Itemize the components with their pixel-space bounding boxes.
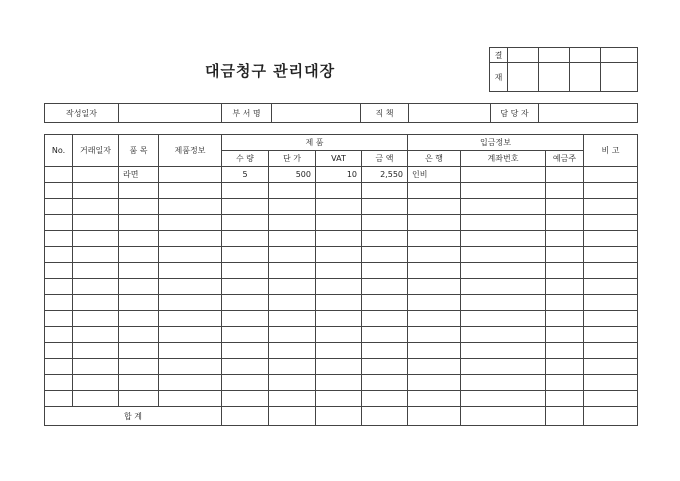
header-note: 비 고 [584, 135, 638, 167]
table-cell[interactable] [269, 183, 316, 199]
table-cell[interactable] [461, 279, 546, 295]
table-cell[interactable] [269, 295, 316, 311]
table-cell[interactable] [73, 311, 119, 327]
table-cell[interactable] [408, 263, 461, 279]
approval-cell[interactable] [570, 48, 601, 63]
table-cell[interactable]: 500 [269, 167, 316, 183]
table-cell[interactable] [222, 311, 269, 327]
total-cell[interactable] [461, 407, 546, 426]
table-cell[interactable] [73, 183, 119, 199]
approval-box [489, 47, 638, 92]
table-cell[interactable] [73, 359, 119, 375]
table-cell[interactable] [269, 263, 316, 279]
table-cell[interactable]: 라면 [119, 167, 159, 183]
table-cell[interactable] [408, 375, 461, 391]
table-cell[interactable] [461, 375, 546, 391]
header-product: 제 품 [222, 135, 408, 151]
table-cell[interactable] [159, 167, 222, 183]
table-cell[interactable] [584, 359, 638, 375]
table-cell[interactable] [362, 375, 408, 391]
table-cell[interactable] [408, 391, 461, 407]
table-cell[interactable] [584, 183, 638, 199]
table-cell[interactable] [546, 391, 584, 407]
table-cell[interactable] [119, 375, 159, 391]
table-cell[interactable] [408, 295, 461, 311]
table-cell[interactable] [584, 279, 638, 295]
table-cell[interactable] [73, 247, 119, 263]
header-no: No. [45, 135, 73, 167]
table-cell[interactable] [461, 311, 546, 327]
header-payment: 입금정보 [408, 135, 584, 151]
total-cell[interactable] [269, 407, 316, 426]
table-row [45, 295, 638, 311]
approval-cell[interactable] [601, 48, 638, 63]
table-cell[interactable] [119, 199, 159, 215]
table-cell[interactable] [461, 295, 546, 311]
table-cell[interactable] [316, 375, 362, 391]
table-cell[interactable] [73, 391, 119, 407]
table-cell[interactable] [461, 343, 546, 359]
table-cell[interactable] [222, 199, 269, 215]
table-cell[interactable] [408, 327, 461, 343]
table-row [45, 391, 638, 407]
table-cell[interactable] [362, 247, 408, 263]
table-cell[interactable] [269, 375, 316, 391]
approval-label: 재 [490, 63, 508, 92]
approval-cell[interactable] [539, 63, 570, 92]
table-cell[interactable] [584, 311, 638, 327]
table-cell[interactable] [45, 359, 73, 375]
table-cell[interactable] [461, 327, 546, 343]
table-cell[interactable] [45, 215, 73, 231]
table-cell[interactable] [362, 183, 408, 199]
table-cell[interactable] [546, 247, 584, 263]
approval-cell[interactable] [601, 63, 638, 92]
table-cell[interactable] [73, 343, 119, 359]
table-cell[interactable] [584, 375, 638, 391]
table-cell[interactable] [362, 295, 408, 311]
table-cell[interactable] [269, 327, 316, 343]
table-row [45, 343, 638, 359]
table-cell[interactable] [584, 343, 638, 359]
table-cell[interactable] [73, 295, 119, 311]
table-cell[interactable] [45, 295, 73, 311]
table-cell[interactable] [584, 247, 638, 263]
table-cell[interactable] [119, 327, 159, 343]
table-cell[interactable] [73, 167, 119, 183]
approval-cell[interactable] [570, 63, 601, 92]
table-row [45, 183, 638, 199]
approval-label: 결 [490, 48, 508, 63]
table-cell[interactable] [222, 231, 269, 247]
table-cell[interactable] [159, 279, 222, 295]
table-cell[interactable] [362, 231, 408, 247]
date-field[interactable] [119, 104, 222, 123]
table-cell[interactable]: 인비 [408, 167, 461, 183]
table-cell[interactable] [316, 391, 362, 407]
table-cell[interactable] [159, 183, 222, 199]
table-cell[interactable] [45, 343, 73, 359]
table-cell[interactable] [73, 263, 119, 279]
table-cell[interactable] [222, 295, 269, 311]
table-cell[interactable] [269, 199, 316, 215]
table-cell[interactable] [119, 391, 159, 407]
table-cell[interactable]: 5 [222, 167, 269, 183]
total-label: 합 계 [45, 407, 222, 426]
table-cell[interactable] [584, 327, 638, 343]
total-cell[interactable] [408, 407, 461, 426]
table-cell[interactable] [269, 359, 316, 375]
table-cell[interactable] [316, 231, 362, 247]
table-row [45, 327, 638, 343]
table-cell[interactable] [119, 279, 159, 295]
table-cell[interactable] [362, 311, 408, 327]
table-cell[interactable] [316, 263, 362, 279]
table-row [45, 311, 638, 327]
table-cell[interactable] [408, 215, 461, 231]
total-row [45, 407, 638, 426]
table-cell[interactable] [119, 263, 159, 279]
header-info: 제품정보 [159, 135, 222, 167]
table-cell[interactable] [73, 215, 119, 231]
table-cell[interactable] [119, 231, 159, 247]
header-qty: 수 량 [222, 151, 269, 167]
table-cell[interactable] [269, 231, 316, 247]
table-cell[interactable] [73, 279, 119, 295]
table-cell[interactable] [408, 231, 461, 247]
table-cell[interactable] [222, 279, 269, 295]
table-cell[interactable] [159, 231, 222, 247]
table-row [45, 359, 638, 375]
table-cell[interactable] [222, 375, 269, 391]
table-cell[interactable]: 2,550 [362, 167, 408, 183]
table-cell[interactable] [222, 327, 269, 343]
table-cell[interactable] [316, 183, 362, 199]
header-vat: VAT [316, 151, 362, 167]
table-cell[interactable] [119, 343, 159, 359]
total-cell[interactable] [584, 407, 638, 426]
table-cell[interactable] [119, 295, 159, 311]
table-cell[interactable] [362, 327, 408, 343]
table-cell[interactable] [546, 295, 584, 311]
table-cell[interactable] [269, 311, 316, 327]
table-cell[interactable] [159, 391, 222, 407]
manager-label: 담 당 자 [491, 104, 539, 123]
table-row [45, 199, 638, 215]
position-label: 직 책 [361, 104, 409, 123]
table-cell[interactable] [546, 183, 584, 199]
table-cell[interactable] [546, 343, 584, 359]
table-cell[interactable] [584, 199, 638, 215]
table-cell[interactable] [461, 183, 546, 199]
table-cell[interactable] [222, 359, 269, 375]
total-cell[interactable] [222, 407, 269, 426]
table-cell[interactable] [45, 375, 73, 391]
table-cell[interactable] [584, 167, 638, 183]
table-cell[interactable] [119, 247, 159, 263]
table-row [45, 231, 638, 247]
table-row [45, 375, 638, 391]
table-cell[interactable] [546, 311, 584, 327]
table-cell[interactable] [159, 247, 222, 263]
table-cell[interactable] [362, 199, 408, 215]
table-cell[interactable] [119, 183, 159, 199]
table-cell[interactable] [316, 279, 362, 295]
table-cell[interactable] [546, 375, 584, 391]
table-cell[interactable] [222, 215, 269, 231]
table-cell[interactable] [316, 311, 362, 327]
approval-cell[interactable] [508, 48, 539, 63]
table-row [45, 215, 638, 231]
table-cell[interactable] [73, 231, 119, 247]
header-amount: 금 액 [362, 151, 408, 167]
table-cell[interactable] [461, 167, 546, 183]
table-cell[interactable] [73, 327, 119, 343]
table-cell[interactable] [159, 359, 222, 375]
header-account: 계좌번호 [461, 151, 546, 167]
table-cell[interactable] [408, 247, 461, 263]
table-cell[interactable] [316, 247, 362, 263]
table-row [45, 247, 638, 263]
table-cell[interactable] [584, 231, 638, 247]
table-cell[interactable] [45, 247, 73, 263]
table-cell[interactable]: 10 [316, 167, 362, 183]
page-title: 대금청구 관리대장 [205, 62, 336, 80]
table-cell[interactable] [408, 199, 461, 215]
approval-cell[interactable] [508, 63, 539, 92]
table-cell[interactable] [45, 167, 73, 183]
table-cell[interactable] [461, 263, 546, 279]
table-cell[interactable] [362, 279, 408, 295]
header-item: 품 목 [119, 135, 159, 167]
table-cell[interactable] [269, 343, 316, 359]
table-cell[interactable] [45, 231, 73, 247]
table-cell[interactable] [159, 343, 222, 359]
table-cell[interactable] [584, 263, 638, 279]
table-cell[interactable] [316, 343, 362, 359]
table-cell[interactable] [222, 263, 269, 279]
date-label: 작성일자 [45, 104, 119, 123]
table-cell[interactable] [119, 215, 159, 231]
header-bank: 은 행 [408, 151, 461, 167]
table-cell[interactable] [408, 343, 461, 359]
dept-field[interactable] [272, 104, 361, 123]
position-field[interactable] [409, 104, 491, 123]
table-cell[interactable] [408, 183, 461, 199]
ledger-table [44, 134, 638, 426]
table-cell[interactable] [45, 279, 73, 295]
table-cell[interactable] [584, 215, 638, 231]
table-cell[interactable] [584, 295, 638, 311]
table-cell[interactable] [546, 167, 584, 183]
table-cell[interactable] [461, 199, 546, 215]
table-cell[interactable] [269, 215, 316, 231]
table-cell[interactable] [159, 215, 222, 231]
table-cell[interactable] [316, 359, 362, 375]
approval-cell[interactable] [539, 48, 570, 63]
table-cell[interactable] [159, 311, 222, 327]
table-cell[interactable] [45, 183, 73, 199]
table-cell[interactable] [546, 231, 584, 247]
table-cell[interactable] [461, 359, 546, 375]
total-cell[interactable] [316, 407, 362, 426]
table-cell[interactable] [408, 279, 461, 295]
table-cell[interactable] [222, 183, 269, 199]
table-cell[interactable] [362, 359, 408, 375]
table-cell[interactable] [584, 391, 638, 407]
table-cell[interactable] [408, 359, 461, 375]
header-holder: 예금주 [546, 151, 584, 167]
table-cell[interactable] [316, 215, 362, 231]
header-date: 거래일자 [73, 135, 119, 167]
total-cell[interactable] [546, 407, 584, 426]
table-cell[interactable] [362, 215, 408, 231]
dept-label: 부 서 명 [222, 104, 272, 123]
table-cell[interactable] [461, 215, 546, 231]
table-cell[interactable] [546, 359, 584, 375]
table-cell[interactable] [269, 247, 316, 263]
table-cell[interactable] [316, 327, 362, 343]
table-cell[interactable] [45, 199, 73, 215]
table-row [45, 279, 638, 295]
table-cell[interactable] [461, 247, 546, 263]
table-cell[interactable] [546, 199, 584, 215]
table-cell[interactable] [45, 263, 73, 279]
table-cell[interactable] [408, 311, 461, 327]
manager-field[interactable] [539, 104, 638, 123]
table-cell[interactable] [159, 327, 222, 343]
table-cell[interactable] [73, 199, 119, 215]
table-cell[interactable] [159, 199, 222, 215]
header-price: 단 가 [269, 151, 316, 167]
table-cell[interactable] [45, 327, 73, 343]
table-cell[interactable] [362, 263, 408, 279]
table-cell[interactable] [546, 327, 584, 343]
table-cell[interactable] [316, 199, 362, 215]
table-cell[interactable] [461, 391, 546, 407]
table-cell[interactable] [159, 295, 222, 311]
info-table [44, 103, 638, 123]
table-cell[interactable] [269, 279, 316, 295]
table-cell[interactable] [222, 391, 269, 407]
table-cell[interactable] [222, 247, 269, 263]
table-cell[interactable] [362, 391, 408, 407]
table-cell[interactable] [461, 231, 546, 247]
total-cell[interactable] [362, 407, 408, 426]
table-cell[interactable] [269, 391, 316, 407]
table-cell[interactable] [73, 375, 119, 391]
table-cell[interactable] [159, 263, 222, 279]
table-cell[interactable] [316, 295, 362, 311]
table-cell[interactable] [45, 391, 73, 407]
table-cell[interactable] [546, 215, 584, 231]
table-cell[interactable] [222, 343, 269, 359]
table-cell[interactable] [362, 343, 408, 359]
table-row [45, 263, 638, 279]
table-row [45, 167, 638, 183]
table-cell[interactable] [45, 311, 73, 327]
table-cell[interactable] [546, 263, 584, 279]
table-cell[interactable] [119, 311, 159, 327]
table-cell[interactable] [159, 375, 222, 391]
table-cell[interactable] [119, 359, 159, 375]
table-cell[interactable] [546, 279, 584, 295]
